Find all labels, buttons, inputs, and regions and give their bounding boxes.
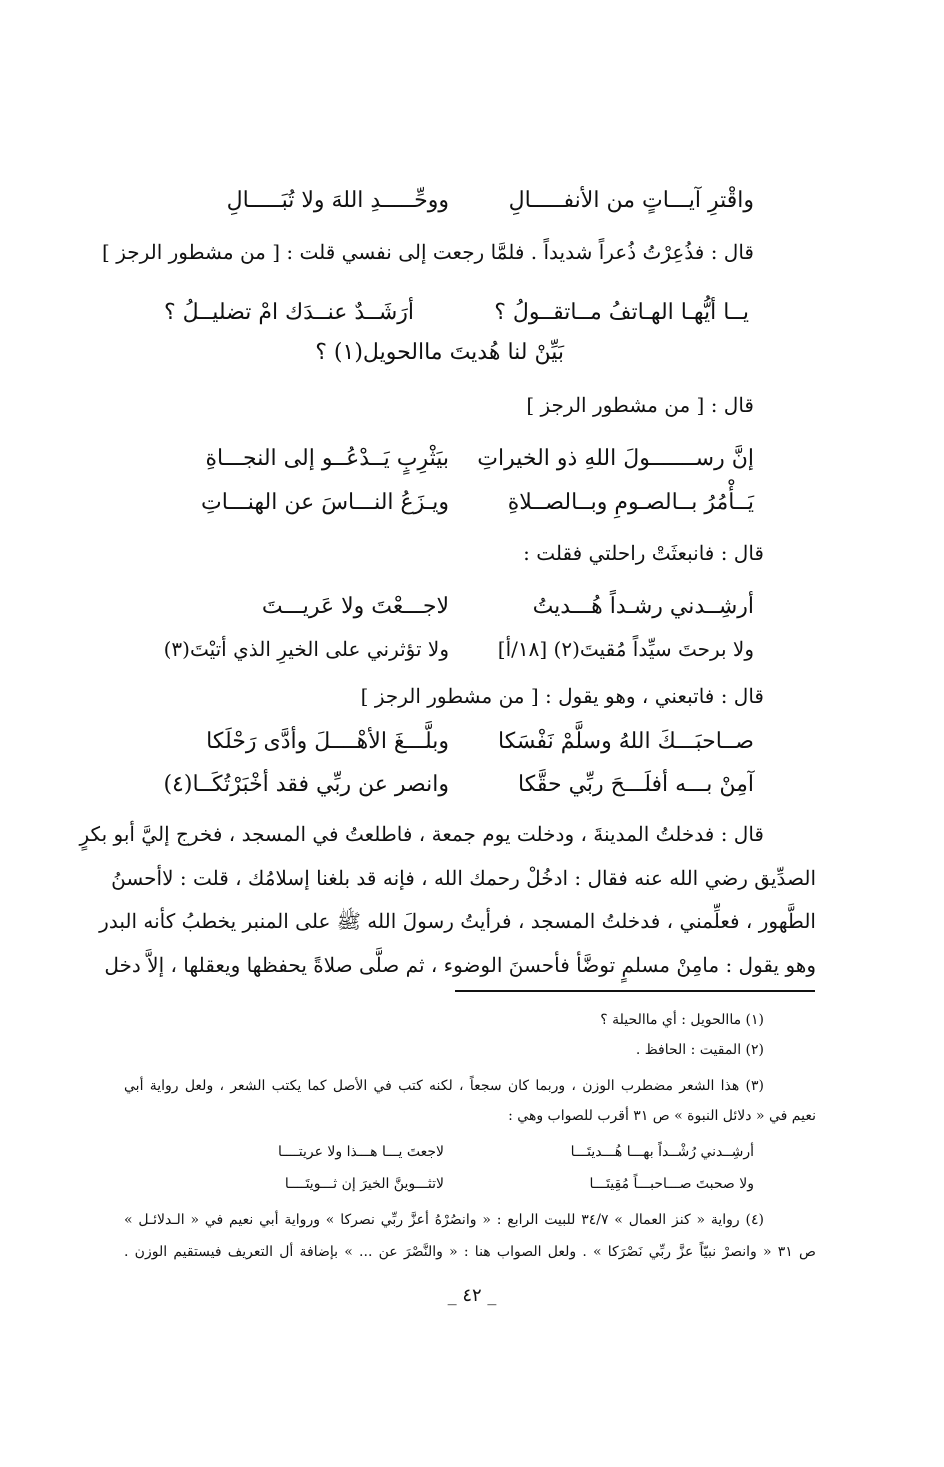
prose-line-4: قال : فاتبعني ، وهو يقول : [ من مشطور الرجز ]: [360, 684, 764, 708]
poem5-line2-left: وانصر عن ربِّي فقد أخْبَرْتُكَــا(٤): [163, 772, 449, 797]
footnote-1: (١) ماالحويل : أي ماالحيلة ؟: [600, 1012, 764, 1028]
body-line-3: الطَّهور ، فعلِّمني ، فدخلتُ المسجد ، فرأيتُ رسولَ الله ﷺ على المنبر يخطبُ كأنه البدر: [99, 909, 816, 933]
footnote-4-line2: ص ٣١ « وانصرْ نبيّاً عزَّ ربِّي نَصْرَكا » . ولعل الصواب هنا : « والنَّصْرَ عن ... » بإضافة أل التعريف فيستقيم الوزن .: [124, 1244, 816, 1260]
poem5-line1-right: صــاحبَـــكَ اللهُ وسلَّمْ نَفْسَكا: [498, 729, 754, 754]
poem4-line1-left: لاجـــعْتَ ولا عَريـــتَ: [261, 594, 449, 619]
poem3-line2-right: يَــأْمُرُ بــالصـومِ وبــالصــلاةِ: [507, 490, 754, 515]
footnote-3-line2: نعيم في « دلائل النبوة » ص ٣١ أقرب للصواب وهي :: [508, 1108, 816, 1124]
verse-1-left: ووحِّـــــدِ اللهَ ولا تُبَـــــالِ: [226, 188, 449, 213]
poem4-line1-right: أرشِــدني رشـداً هُـــديتُ: [532, 594, 754, 619]
poem5-line2-right: آمِنْ بـــه أفلَـــحَ ربِّي حقَّكا: [518, 772, 754, 797]
body-line-4: وهو يقول : مامِنْ مسلمٍ توضَّأ فأحسنَ الوضوء ، ثم صلَّى صلاةً يحفظها ويعقلها ، إلاَّ دخل: [104, 953, 816, 977]
prose-line-1: قال : فذُعِرْتُ ذُعراً شديداً . فلمَّا رجعت إلى نفسي قلت : [ من مشطور الرجز ]: [102, 240, 754, 264]
poem4-line2-right: ولا برحتَ سيِّداً مُقيتَ(٢) [١٨/أ]: [497, 637, 754, 661]
footnote-4-line1: (٤) رواية « كنز العمال » ٣٤/٧ للبيت الرابع : « وانصُرْهُ أعزَّ ربِّي نصركا » ورواية أبي نعيم في « الـدلائـل »: [124, 1212, 764, 1228]
footnote-3-verse1-left: لاجعتَ يـــا هـــذا ولا عريتــــا: [278, 1144, 444, 1160]
footnote-3-verse2-right: ولا صحبتَ صـــاحبـــاً مُقِيتَـــا: [589, 1176, 754, 1192]
poem4-line2-left: ولا تؤثرني على الخيرِ الذي أتيْتَ(٣): [163, 637, 449, 661]
poem5-line1-left: وبلَّـــغَ الأهْــــلَ وأدَّى رَحْلَكا: [206, 729, 449, 754]
poem2-line1-left: أرَشَــدٌ عنــدَك امْ تضليــلُ ؟: [163, 300, 414, 325]
poem3-line1-right: إنَّ رســـــــولَ اللهِ ذو الخيراتِ: [477, 446, 754, 471]
page-number: _ ٤٢ _: [447, 1285, 497, 1306]
body-line-2: الصدِّيق رضي الله عنه فقال : ادخُلْ رحمك الله ، فإنه قد بلغنا إسلامُك ، قلت : لاأحسنُ: [111, 866, 816, 890]
footnote-2: (٢) المقيت : الحافظ .: [635, 1042, 764, 1058]
prose-line-2: قال : [ من مشطور الرجز ]: [526, 393, 754, 417]
verse-1-right: واقْترِ آيـــاتٍ من الأنفـــــالِ: [508, 188, 754, 213]
footnote-separator: [455, 990, 815, 992]
poem2-line2: بَيِّنْ لنا هُديتَ ماالحويل(١) ؟: [315, 340, 564, 365]
footnote-3-verse2-left: لاتثـــوينَّ الخيرَ إن ثـــويتَــــا: [284, 1176, 444, 1192]
poem2-line1-right: يــا أيُّهـا الهـاتفُ مــاتقــولُ ؟: [494, 300, 749, 325]
body-line-1: قال : فدخلتُ المدينةَ ، ودخلت يوم جمعة ، فاطلعتُ في المسجد ، فخرج إليَّ أبو بكرٍ: [79, 822, 764, 846]
footnote-3-verse1-right: أرشِــدني رُشْــداً بهـــا هُـــديتَـــا: [570, 1144, 754, 1160]
poem3-line1-left: بيَثْرِبٍ يَــدْعُــو إلى النجـــاةِ: [205, 446, 449, 471]
poem3-line2-left: ويـزَعُ النـــاسَ عن الهنـــاتِ: [200, 490, 449, 515]
prose-line-3: قال : فانبعثَتْ راحلتي فقلت :: [523, 541, 764, 565]
footnote-3-line1: (٣) هذا الشعر مضطرب الوزن ، وربما كان سجعاً ، لكنه كتب في الأصل كما يكتب الشعر ، ولعل رواية أبي: [124, 1078, 764, 1094]
